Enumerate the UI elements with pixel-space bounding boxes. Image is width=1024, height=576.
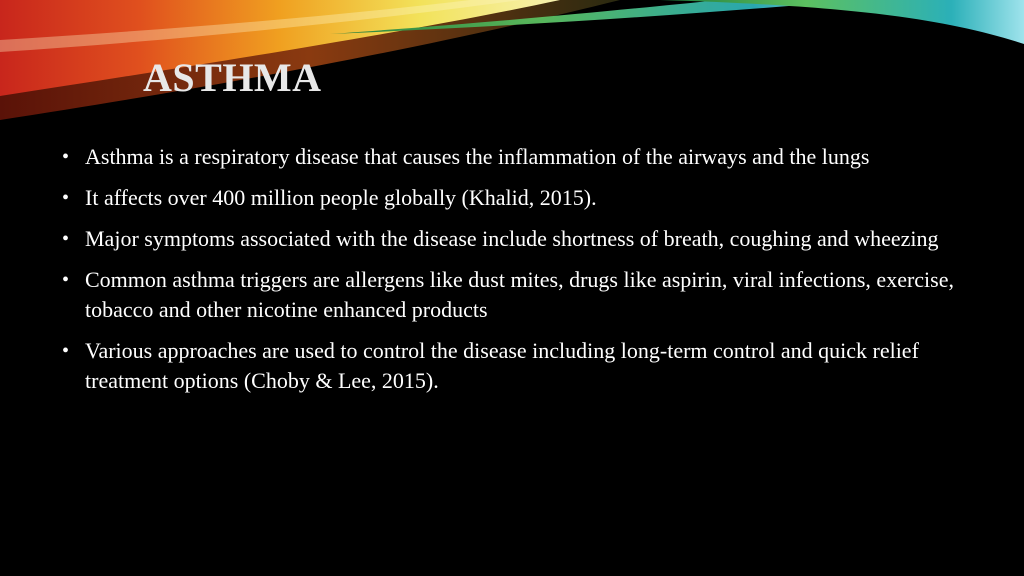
bullet-marker: • <box>62 269 70 291</box>
bullet-text: It affects over 400 million people globally (Khalid, 2015). <box>85 185 597 210</box>
bullet-item <box>62 142 962 172</box>
bullet-text: Asthma is a respiratory disease that causes the inflammation of the airways and the lungs <box>85 144 870 169</box>
bullet-item <box>62 183 962 213</box>
bullet-item <box>62 265 962 325</box>
bullet-text: Major symptoms associated with the disease include shortness of breath, coughing and wheezing <box>85 226 939 251</box>
bullet-text: Common asthma triggers are allergens like dust mites, drugs like aspirin, viral infections, exercise, tobacco and other nicotine enhanced products <box>85 267 954 322</box>
slide-title: ASTHMA <box>143 55 322 100</box>
bullet-text: Various approaches are used to control the disease including long-term control and quick relief treatment options (Choby & Lee, 2015). <box>85 338 919 393</box>
bullet-marker: • <box>62 146 70 168</box>
bullet-list <box>62 142 962 407</box>
bullet-item <box>62 336 962 396</box>
bullet-marker: • <box>62 228 70 250</box>
bullet-marker: • <box>62 340 70 362</box>
bullet-item <box>62 224 962 254</box>
bullet-marker: • <box>62 187 70 209</box>
